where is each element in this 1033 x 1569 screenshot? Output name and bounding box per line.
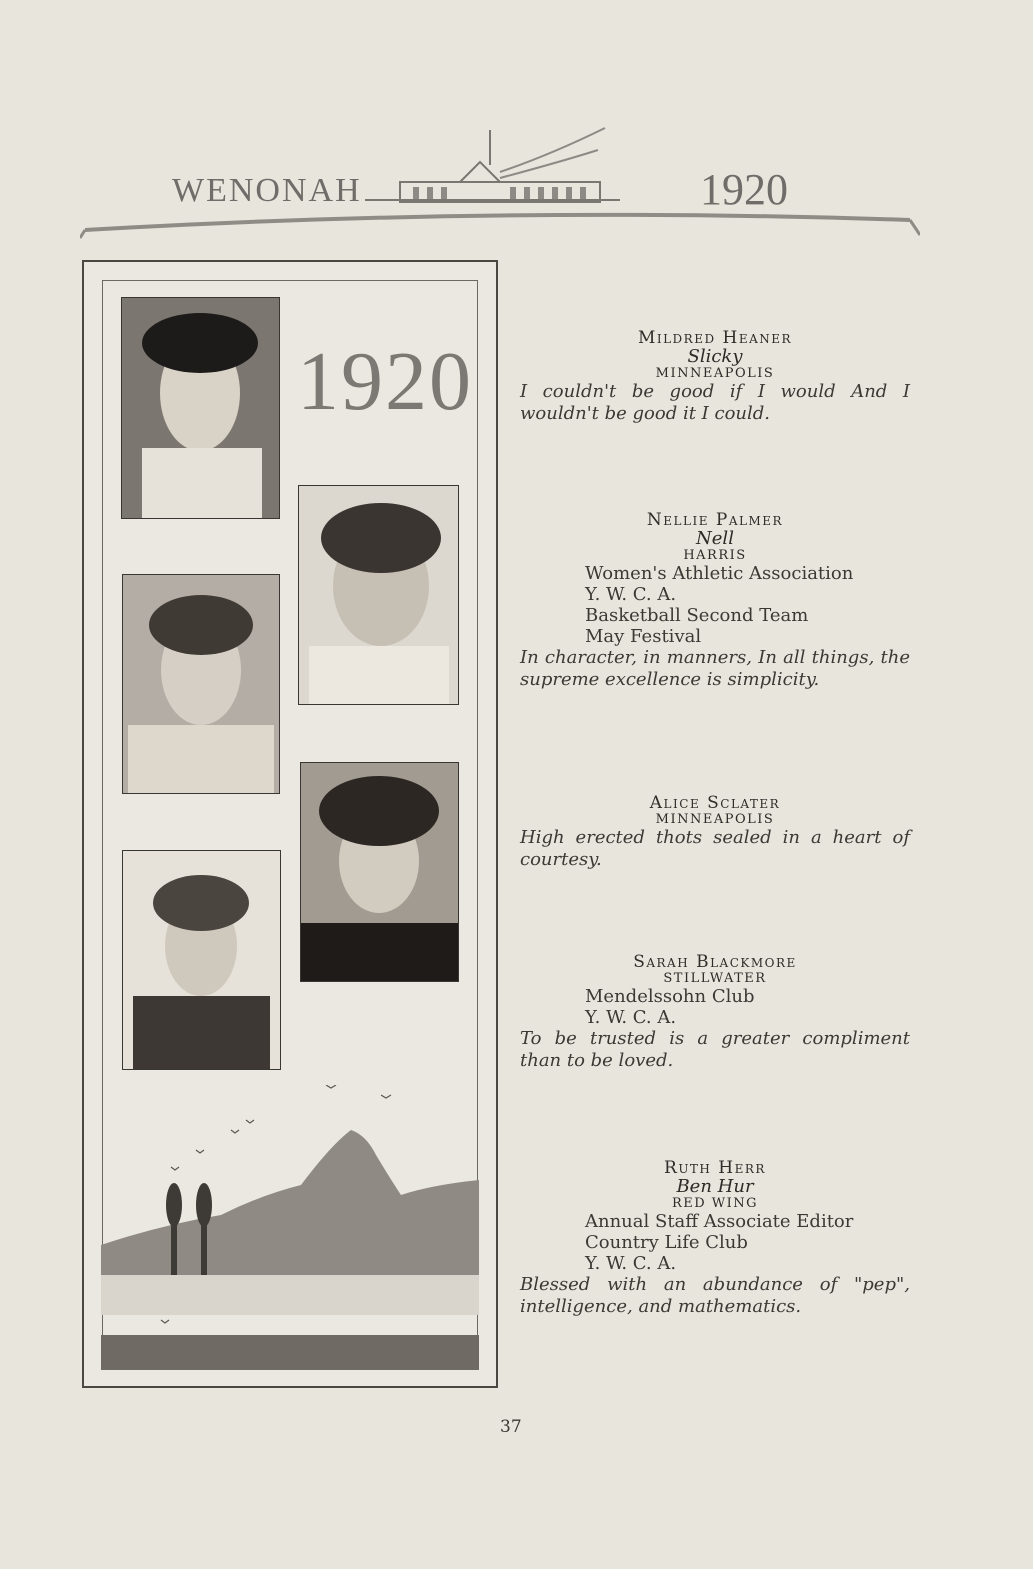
- panel-year-label: 1920: [297, 335, 473, 428]
- entry-name: Mildred Heaner: [637, 328, 793, 348]
- entry-quote: I couldn't be good if I would And I wouldn't be good it I could.: [520, 381, 910, 424]
- header-left-title: WENONAH: [172, 172, 362, 209]
- entry-quote: To be trusted is a greater compliment than to be loved.: [520, 1028, 910, 1071]
- entry-quote: High erected thots sealed in a heart of courtesy.: [520, 827, 910, 870]
- entry-name: Alice Sclater: [649, 793, 781, 813]
- activity-line: Mendelssohn Club: [585, 986, 755, 1007]
- entry-mildred-heaner: [520, 328, 910, 425]
- activity-line: May Festival: [585, 626, 702, 647]
- entry-nellie-palmer: [520, 510, 910, 691]
- entry-city: HARRIS: [683, 548, 747, 563]
- portrait-photo-ruth: [122, 850, 281, 1070]
- entry-activities: [520, 986, 910, 1028]
- entry-city: RED WING: [671, 1196, 759, 1211]
- entry-name: Sarah Blackmore: [633, 952, 797, 972]
- entry-nickname: Ben Hur: [676, 1176, 754, 1197]
- activity-line: Y. W. C. A.: [585, 1253, 677, 1274]
- entry-sarah-blackmore: [520, 952, 910, 1072]
- page-header: [80, 120, 920, 250]
- page-number: 37: [500, 1417, 522, 1437]
- entry-nickname: Slicky: [687, 346, 743, 367]
- portrait-photo-nellie: [298, 485, 459, 705]
- bluff-and-birds-drawing: [101, 1085, 479, 1370]
- landscape-illustration: [101, 1085, 479, 1370]
- entry-nickname: Nell: [696, 528, 734, 549]
- activity-line: Country Life Club: [585, 1232, 748, 1253]
- activity-line: Basketball Second Team: [585, 605, 809, 626]
- entry-quote: Blessed with an abundance of "pep", intelligence, and mathematics.: [520, 1274, 910, 1317]
- header-right-title: 1920: [700, 165, 788, 214]
- entry-activities: [520, 563, 910, 647]
- activity-line: Women's Athletic Association: [585, 563, 854, 584]
- portrait-photo-alice: [122, 574, 280, 794]
- entry-city: STILLWATER: [663, 971, 767, 986]
- entry-quote: In character, in manners, In all things, the supreme excellence is simplicity.: [520, 647, 910, 690]
- entry-activities: [520, 1211, 910, 1274]
- portrait-photo-mildred: [121, 297, 280, 519]
- activity-line: Y. W. C. A.: [585, 1007, 677, 1028]
- entry-ruth-herr: [520, 1158, 910, 1318]
- entry-name: Ruth Herr: [664, 1158, 766, 1178]
- entry-city: MINNEAPOLIS: [655, 366, 775, 381]
- entry-alice-sclater: [520, 793, 910, 871]
- activity-line: Annual Staff Associate Editor: [585, 1211, 854, 1232]
- portrait-photo-sarah: [300, 762, 459, 982]
- entry-name: Nellie Palmer: [646, 510, 784, 530]
- entry-city: MINNEAPOLIS: [655, 812, 775, 827]
- activity-line: Y. W. C. A.: [585, 584, 677, 605]
